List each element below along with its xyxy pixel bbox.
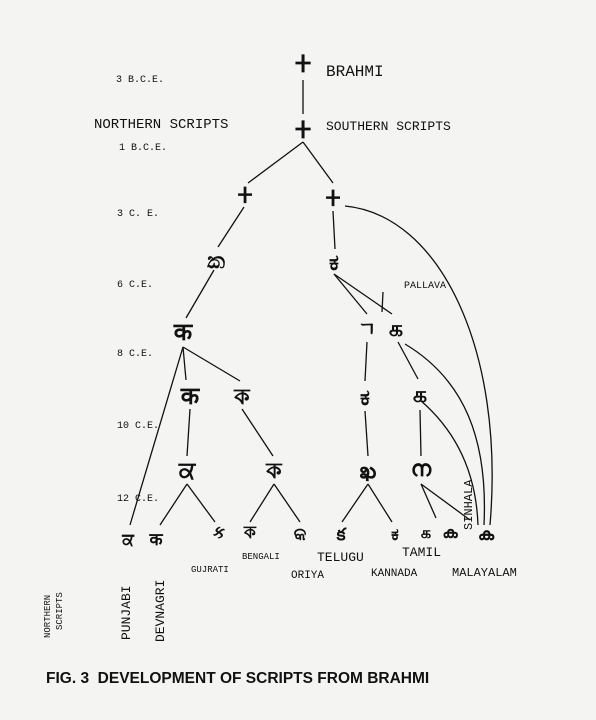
label-tamil: TAMIL bbox=[402, 545, 442, 560]
period-8ce: 8 C.E. bbox=[117, 349, 154, 360]
glyph-bengali: ক bbox=[244, 523, 256, 543]
label-kannada: KANNADA bbox=[371, 568, 418, 580]
glyph-south-12a: ఖ bbox=[359, 459, 377, 484]
label-oriya: ORIYA bbox=[291, 570, 325, 582]
time-periods bbox=[116, 75, 167, 505]
label-northern-scripts: NORTHERN SCRIPTS bbox=[94, 117, 229, 133]
label-malayalam: MALAYALAM bbox=[452, 566, 517, 580]
glyph-south-10b: க bbox=[412, 383, 428, 408]
figure-caption: FIG. 3 DEVELOPMENT OF SCRIPTS FROM BRAHMI bbox=[46, 670, 430, 687]
modern-script-labels bbox=[43, 479, 517, 642]
glyph-nodes bbox=[173, 50, 432, 484]
glyph-gujrati: ક bbox=[212, 523, 226, 543]
period-10ce: 10 C.E. bbox=[117, 421, 160, 432]
period-1bce: 1 B.C.E. bbox=[119, 143, 168, 154]
glyph-north-8ce: क bbox=[173, 318, 193, 346]
label-brahmi: BRAHMI bbox=[326, 63, 384, 81]
glyph-oriya: କ bbox=[293, 525, 307, 545]
label-northern-side-line1: NORTHERN bbox=[43, 594, 53, 638]
glyph-south-3ce: 𑀓 bbox=[324, 187, 342, 212]
glyph-stem: 𑀓 bbox=[293, 116, 313, 144]
glyph-devnagri: क bbox=[149, 530, 163, 550]
glyph-north-3ce: 𑀓 bbox=[236, 184, 254, 209]
glyph-pallava-b: க bbox=[388, 317, 404, 342]
glyph-north-10a: क bbox=[180, 382, 200, 410]
label-punjabi: PUNJABI bbox=[119, 585, 134, 640]
glyph-south-12b: ന bbox=[410, 457, 432, 482]
glyph-north-6ce: ක bbox=[207, 249, 225, 274]
label-telugu: TELUGU bbox=[317, 550, 364, 565]
glyph-south-10a: ಕ bbox=[360, 386, 370, 411]
glyph-telugu: క bbox=[336, 525, 346, 545]
glyph-kannada: ಕ bbox=[391, 525, 399, 545]
period-3bce: 3 B.C.E. bbox=[116, 75, 165, 86]
label-northern-side-line2: SCRIPTS bbox=[55, 592, 65, 630]
label-gujrati: GUJRATI bbox=[191, 565, 229, 575]
glyph-north-10b: ক bbox=[234, 385, 250, 410]
glyph-malayalam: ക bbox=[477, 525, 495, 545]
period-3ce: 3 C. E. bbox=[117, 209, 160, 220]
glyph-tamil-a: க bbox=[420, 523, 432, 542]
glyph-pallava-a: ㄱ bbox=[357, 317, 377, 341]
period-6ce: 6 C.E. bbox=[117, 280, 154, 291]
glyph-tamil-b: ക bbox=[442, 523, 458, 542]
glyph-north-12b: ক bbox=[266, 459, 282, 484]
label-pallava: PALLAVA bbox=[404, 281, 447, 292]
label-devnagri: DEVNAGRI bbox=[153, 579, 168, 642]
label-bengali: BENGALI bbox=[242, 552, 280, 562]
label-southern-scripts: SOUTHERN SCRIPTS bbox=[326, 119, 451, 134]
period-12ce: 12 C.E. bbox=[117, 494, 160, 505]
glyph-punjabi: ਕ bbox=[122, 530, 134, 550]
glyph-north-12a: ਕ bbox=[178, 456, 196, 484]
glyph-brahmi: 𑀓 bbox=[293, 50, 313, 78]
glyph-south-6ce: ಕ bbox=[329, 251, 339, 276]
label-sinhala: SINHALA bbox=[462, 479, 476, 530]
